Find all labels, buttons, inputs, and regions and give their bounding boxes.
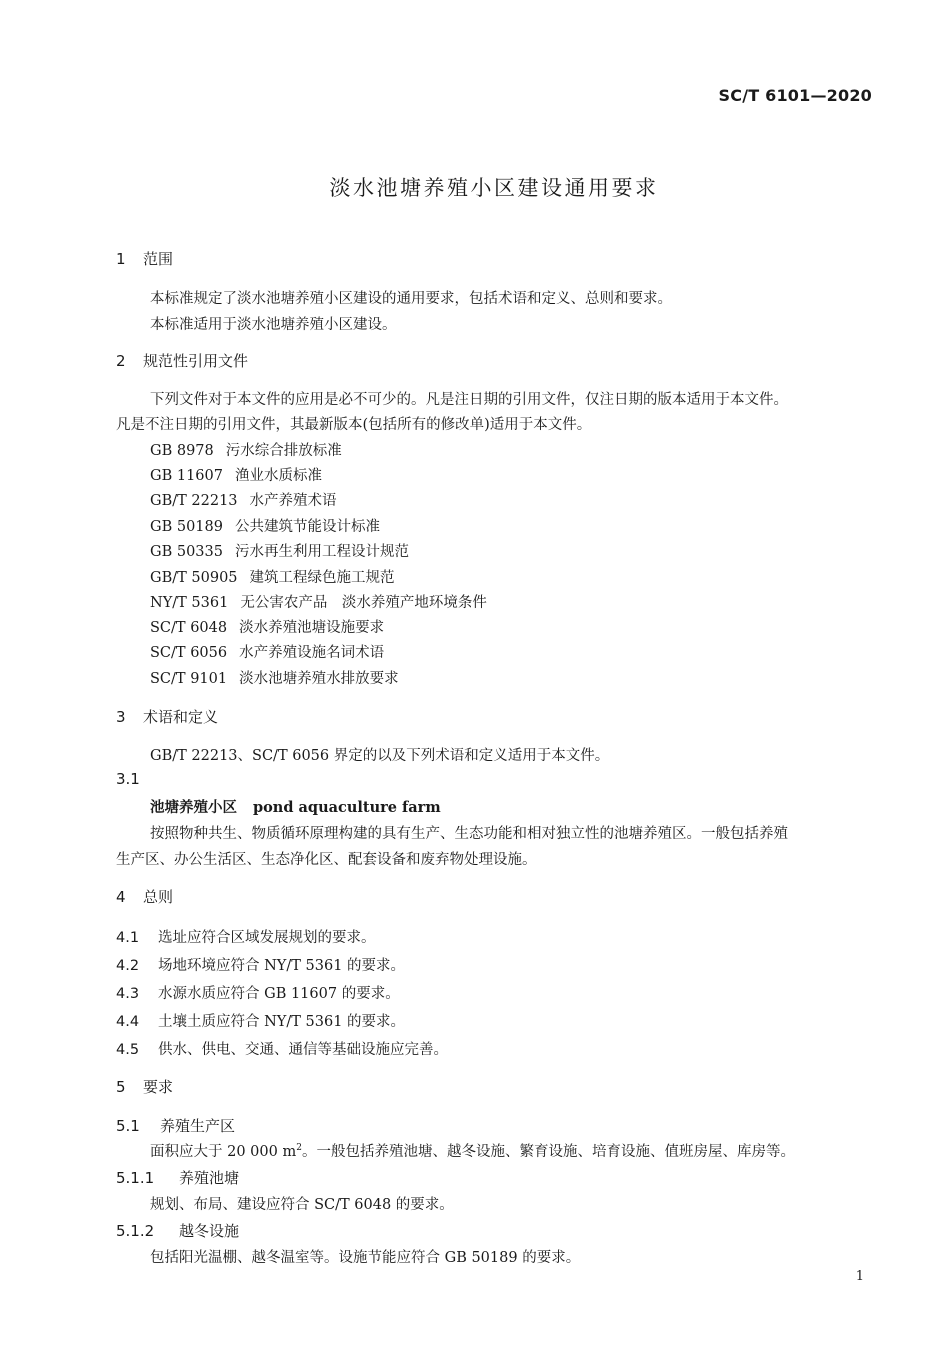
reference-code: GB 11607 [150, 468, 223, 484]
clause-text: 选址应符合区域发展规划的要求。 [158, 930, 376, 946]
section-4-heading [116, 886, 173, 907]
term-definition: 按照物种共生、物质循环原理构建的具有生产、生态功能和相对独立性的池塘养殖区。一般包括养殖 [150, 826, 788, 842]
reference-code: GB/T 22213 [150, 493, 238, 509]
section-title: 范围 [143, 250, 174, 268]
clause-text: 场地环境应符合 NY/T 5361 的要求。 [158, 958, 406, 974]
clause-number: 4.5 [116, 1042, 140, 1058]
subsection-number: 5.1.2 [116, 1222, 155, 1240]
reference-name: 淡水池塘养殖水排放要求 [239, 671, 399, 687]
paragraph: 本标准规定了淡水池塘养殖小区建设的通用要求，包括术语和定义、总则和要求。 [150, 291, 672, 307]
paragraph-text: 面积应大于 20 000 m [150, 1144, 297, 1160]
paragraph: 包括阳光温棚、越冬温室等。设施节能应符合 GB 50189 的要求。 [150, 1250, 581, 1266]
reference-name: 污水综合排放标准 [225, 443, 342, 459]
term-title [150, 796, 441, 817]
superscript: 2 [296, 1143, 302, 1154]
clause-number: 4.2 [116, 958, 140, 974]
document-title: 淡水池塘养殖小区建设通用要求 [329, 176, 659, 200]
reference-name: 淡水养殖池塘设施要求 [239, 620, 385, 636]
reference-item [150, 515, 380, 536]
reference-code: SC/T 6048 [150, 620, 228, 636]
reference-item [150, 667, 399, 688]
reference-item [150, 566, 395, 587]
clause-text: 土壤土质应符合 NY/T 5361 的要求。 [158, 1014, 406, 1030]
reference-code: GB 50189 [150, 519, 223, 535]
subsection-number: 5.1 [116, 1117, 140, 1135]
term-number: 3.1 [116, 770, 140, 788]
section-3-heading [116, 706, 218, 727]
section-1-heading [116, 248, 173, 269]
clause-number: 4.3 [116, 986, 140, 1002]
paragraph: 下列文件对于本文件的应用是必不可少的。凡是注日期的引用文件，仅注日期的版本适用于本文件。 [150, 392, 788, 408]
reference-code: GB 8978 [150, 443, 214, 459]
paragraph [150, 1140, 795, 1161]
reference-item [150, 464, 322, 485]
reference-item [150, 489, 337, 510]
subsection-5-1-2-heading [116, 1220, 239, 1241]
clause-text: 水源水质应符合 GB 11607 的要求。 [158, 986, 400, 1002]
paragraph: 本标准适用于淡水池塘养殖小区建设。 [150, 317, 397, 333]
section-number: 5 [116, 1078, 126, 1096]
reference-name: 无公害农产品 淡水养殖产地环境条件 [240, 595, 487, 611]
paragraph-text: 。一般包括养殖池塘、越冬设施、繁育设施、培育设施、值班房屋、库房等。 [301, 1144, 795, 1160]
page-number: 1 [855, 1269, 864, 1284]
subsection-5-1-heading [116, 1115, 235, 1136]
clause-number: 4.1 [116, 930, 140, 946]
reference-item [150, 540, 409, 561]
reference-name: 水产养殖术语 [249, 493, 337, 509]
reference-name: 建筑工程绿色施工规范 [249, 570, 395, 586]
section-title: 规范性引用文件 [143, 352, 249, 370]
reference-item [150, 641, 384, 662]
reference-code: SC/T 9101 [150, 671, 228, 687]
reference-name: 水产养殖设施名词术语 [239, 645, 385, 661]
subsection-title: 越冬设施 [179, 1222, 240, 1240]
section-number: 4 [116, 888, 126, 906]
section-number: 3 [116, 708, 126, 726]
reference-name: 公共建筑节能设计标准 [234, 519, 380, 535]
reference-code: SC/T 6056 [150, 645, 228, 661]
subsection-title: 养殖池塘 [179, 1169, 240, 1187]
clause [116, 1010, 405, 1031]
subsection-5-1-1-heading [116, 1167, 239, 1188]
section-title: 术语和定义 [143, 708, 219, 726]
clause [116, 926, 376, 947]
clause [116, 954, 405, 975]
term-chinese: 池塘养殖小区 [150, 799, 237, 816]
reference-item [150, 439, 342, 460]
clause-number: 4.4 [116, 1014, 140, 1030]
subsection-number: 5.1.1 [116, 1169, 155, 1187]
subsection-title: 养殖生产区 [160, 1117, 236, 1135]
section-5-heading [116, 1076, 173, 1097]
reference-code: NY/T 5361 [150, 595, 229, 611]
section-number: 1 [116, 250, 126, 268]
section-2-heading [116, 350, 248, 371]
section-title: 要求 [143, 1078, 174, 1096]
clause [116, 982, 400, 1003]
paragraph: GB/T 22213、SC/T 6056 界定的以及下列术语和定义适用于本文件。 [150, 748, 610, 764]
paragraph: 凡是不注日期的引用文件，其最新版本(包括所有的修改单)适用于本文件。 [116, 417, 592, 433]
reference-name: 污水再生利用工程设计规范 [234, 544, 409, 560]
reference-item [150, 616, 384, 637]
paragraph: 规划、布局、建设应符合 SC/T 6048 的要求。 [150, 1197, 454, 1213]
reference-name: 渔业水质标准 [234, 468, 322, 484]
term-definition: 生产区、办公生活区、生态净化区、配套设备和废弃物处理设施。 [116, 852, 537, 868]
section-number: 2 [116, 352, 126, 370]
term-english: pond aquaculture farm [253, 799, 441, 816]
standard-code: SC/T 6101—2020 [718, 86, 872, 105]
clause-text: 供水、供电、交通、通信等基础设施应完善。 [158, 1042, 448, 1058]
reference-item [150, 591, 487, 612]
section-title: 总则 [143, 888, 174, 906]
reference-code: GB 50335 [150, 544, 223, 560]
clause [116, 1038, 448, 1059]
reference-code: GB/T 50905 [150, 570, 238, 586]
